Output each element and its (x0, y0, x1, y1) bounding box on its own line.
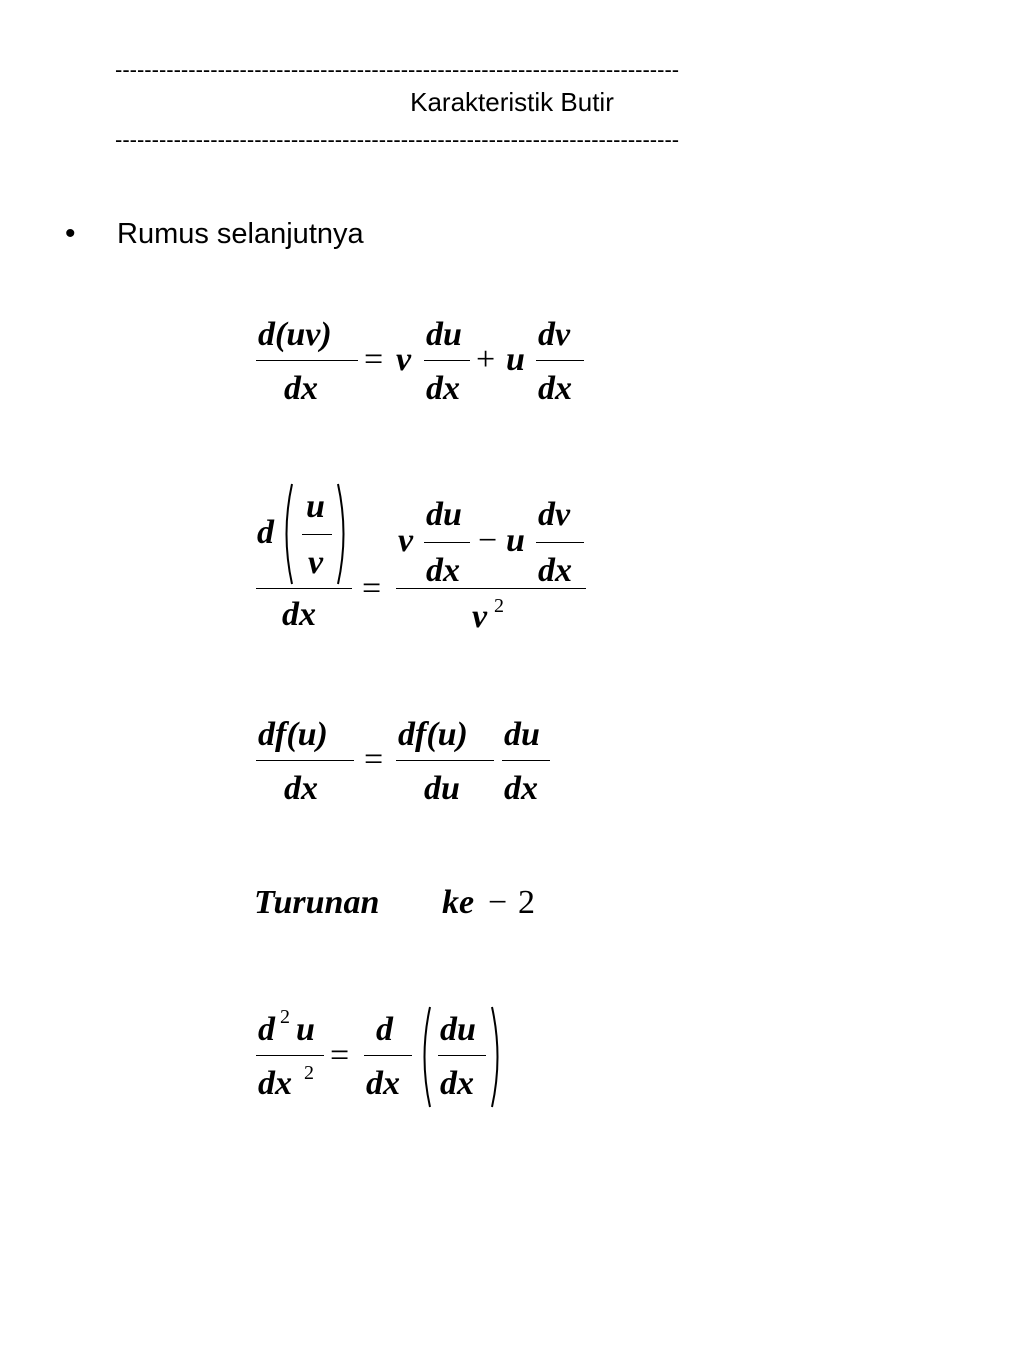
eq2-rhs-den-base: v (472, 598, 488, 635)
eq2-rhs-den-exp: 2 (494, 595, 504, 617)
eq1-lhs-bar (256, 360, 358, 361)
eq2-inner-bar (302, 534, 332, 535)
second-derivative-heading (250, 882, 590, 932)
eq5-inner-bar (438, 1055, 486, 1056)
eq2-left-paren (280, 482, 294, 586)
eq2-inner-denominator: v (308, 544, 324, 581)
eq1-lhs-denominator: dx (284, 370, 318, 407)
eq2-t1-denominator: dx (426, 552, 460, 589)
eq5-mid-numerator: d (376, 1011, 393, 1048)
eq2-minus: − (478, 522, 498, 559)
eq3-right-numerator: du (504, 716, 540, 753)
eq2-d: d (257, 514, 274, 551)
eq2-t1-bar (424, 542, 470, 543)
eq5-inner-numerator: du (440, 1011, 476, 1048)
eq1-v: v (396, 341, 412, 378)
eq2-t2-denominator: dx (538, 552, 572, 589)
equation-quotient-rule (250, 480, 610, 640)
eq2-t2-bar (536, 542, 584, 543)
equation-second-derivative (250, 1005, 550, 1115)
eq5-num-exp: 2 (280, 1006, 290, 1028)
eq3-lhs-bar (256, 760, 354, 761)
eq3-right-bar (502, 760, 550, 761)
eq2-inner-numerator: u (306, 488, 325, 525)
eq2-t1-numerator: du (426, 496, 462, 533)
eq5-lhs-bar (256, 1055, 324, 1056)
eq3-lhs-numerator: df(u) (258, 716, 328, 753)
eq5-mid-denominator: dx (366, 1065, 400, 1102)
eq5-inner-denominator: dx (440, 1065, 474, 1102)
eq3-right-denominator: dx (504, 770, 538, 807)
page-title: Karakteristik Butir (410, 87, 614, 117)
eq3-mid-denominator: du (424, 770, 460, 807)
eq5-den-exp: 2 (304, 1062, 314, 1084)
eq1-t1-numerator: du (426, 316, 462, 353)
eq1-u: u (506, 341, 525, 378)
eq2-u: u (506, 522, 525, 559)
eq5-equals: = (330, 1037, 350, 1074)
eq1-t2-bar (536, 360, 584, 361)
bullet-text: Rumus selanjutnya (117, 218, 364, 250)
header-rule-top: ----------------------------------------------------------------------------- (115, 58, 680, 82)
ke-word: ke (442, 884, 475, 921)
eq2-rhs-bar (396, 588, 586, 589)
eq3-equals: = (364, 741, 384, 778)
bullet-symbol: • (65, 217, 76, 250)
eq2-lhs-bar (256, 588, 352, 589)
eq1-equals: = (364, 341, 384, 378)
eq2-lhs-denominator: dx (282, 596, 316, 633)
eq3-lhs-denominator: dx (284, 770, 318, 807)
eq5-den-dx: dx (258, 1065, 292, 1102)
eq2-v: v (398, 522, 414, 559)
eq1-t2-numerator: dv (538, 316, 571, 353)
eq2-right-paren (336, 482, 350, 586)
equation-chain-rule (250, 710, 610, 810)
eq5-right-paren (490, 1005, 504, 1109)
turunan-number: 2 (518, 884, 535, 921)
eq5-left-paren (418, 1005, 432, 1109)
header-rule-bottom: ----------------------------------------------------------------------------- (115, 128, 680, 152)
eq2-equals: = (362, 570, 382, 607)
eq1-t2-denominator: dx (538, 370, 572, 407)
eq1-lhs-numerator: d(uv) (258, 316, 332, 353)
eq5-mid-bar (364, 1055, 412, 1056)
turunan-word: Turunan (254, 884, 380, 921)
eq5-num-d: d (258, 1011, 275, 1048)
eq1-plus: + (476, 341, 496, 378)
eq5-num-u: u (296, 1011, 315, 1048)
eq3-mid-bar (396, 760, 494, 761)
eq2-t2-numerator: dv (538, 496, 571, 533)
eq1-t1-bar (424, 360, 470, 361)
eq1-t1-denominator: dx (426, 370, 460, 407)
equation-product-rule (250, 310, 610, 410)
turunan-minus: − (488, 884, 508, 921)
eq3-mid-numerator: df(u) (398, 716, 468, 753)
